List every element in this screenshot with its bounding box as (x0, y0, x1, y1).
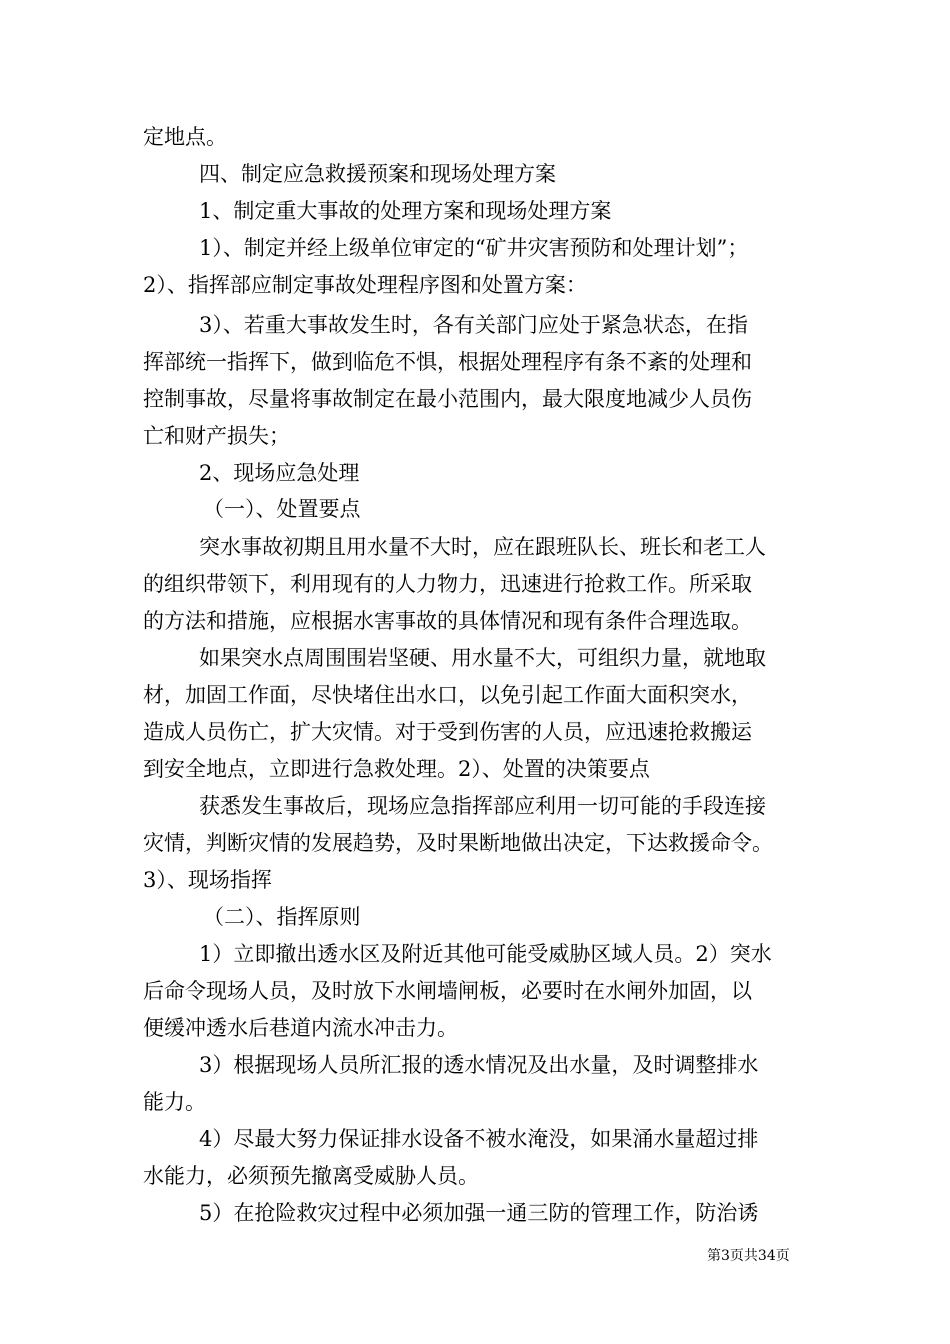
text-line: 突水事故初期且用水量不大时，应在跟班队长、班长和老工人 (199, 535, 766, 559)
text-line: 定地点。 (143, 125, 227, 149)
text-line: 2）、指挥部应制定事故处理程序图和处置方案： (143, 273, 587, 297)
text-line: 便缓冲透水后巷道内流水冲击力。 (143, 1016, 458, 1040)
text-line: 造成人员伤亡，扩大灾情。对于受到伤害的人员，应迅速抢救搬运 (143, 720, 752, 744)
subsection-heading: （二）、指挥原则 (203, 905, 361, 929)
text-line: 挥部统一指挥下，做到临危不惧，根据处理程序有条不紊的处理和 (143, 350, 752, 374)
text-line: 1）、制定并经上级单位审定的“矿井灾害预防和处理计划”； (199, 236, 749, 260)
text-line: 亡和财产损失； (143, 424, 290, 448)
text-line: 1）立即撤出透水区及附近其他可能受威胁区域人员。2）突水 (199, 942, 772, 966)
text-line: 能力。 (143, 1090, 206, 1114)
text-line: 材，加固工作面，尽快堵住出水口，以免引起工作面大面积突水， (143, 683, 752, 707)
subsection-heading: 3）、现场指挥 (143, 868, 272, 892)
text-line: 控制事故，尽量将事故制定在最小范围内，最大限度地减少人员伤 (143, 387, 752, 411)
text-line: 4）尽最大努力保证排水设备不被水淹没，如果涌水量超过排 (199, 1127, 759, 1151)
text-line: 获悉发生事故后，现场应急指挥部应利用一切可能的手段连接 (199, 794, 766, 818)
section-heading: 四、制定应急救援预案和现场处理方案 (199, 162, 556, 186)
text-line: 如果突水点周围围岩坚硬、用水量不大，可组织力量，就地取 (199, 646, 766, 670)
text-line: 5）在抢险救灾过程中必须加强一通三防的管理工作，防治诱 (199, 1201, 759, 1225)
text-line: 后命令现场人员，及时放下水闸墙闸板，必要时在水闸外加固，以 (143, 979, 752, 1003)
text-line: 3）、若重大事故发生时，各有关部门应处于紧急状态，在指 (199, 313, 748, 337)
text-line: 3）根据现场人员所汇报的透水情况及出水量，及时调整排水 (199, 1053, 759, 1077)
text-line: 到安全地点，立即进行急救处理。2）、处置的决策要点 (143, 757, 650, 781)
text-line: 的组织带领下，利用现有的人力物力，迅速进行抢救工作。所采取 (143, 572, 752, 596)
text-line: 水能力，必须预先撤离受威胁人员。 (143, 1164, 479, 1188)
subsection-heading: 1、制定重大事故的处理方案和现场处理方案 (199, 199, 612, 223)
text-line: 的方法和措施，应根据水害事故的具体情况和现有条件合理选取。 (143, 609, 752, 633)
subsection-heading: 2、现场应急处理 (199, 461, 360, 485)
text-line: 灾情，判断灾情的发展趋势，及时果断地做出决定，下达救援命令。 (143, 831, 773, 855)
page-number: 第3页共34页 (707, 1248, 790, 1264)
subsection-heading: （一）、处置要点 (203, 497, 361, 521)
